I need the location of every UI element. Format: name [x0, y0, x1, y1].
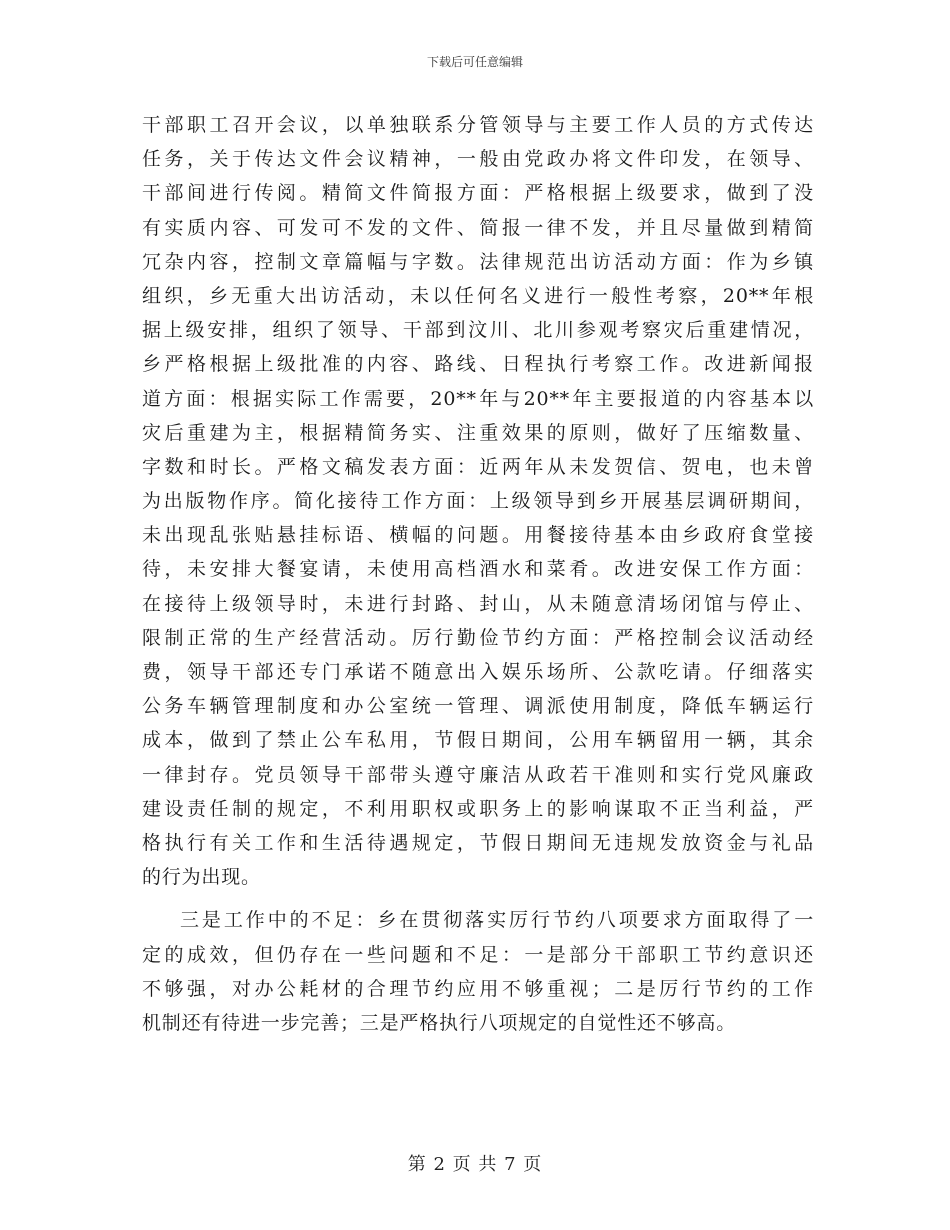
text-line: 为出版物作序。简化接待工作方面：上级领导到乡开展基层调研期间， — [142, 490, 814, 513]
text-line: 干部间进行传阅。精简文件简报方面：严格根据上级要求，做到了没 — [142, 182, 814, 205]
text-line: 建设责任制的规定，不利用职权或职务上的影响谋取不正当利益，严 — [142, 797, 814, 820]
paragraph-2 — [142, 903, 814, 1040]
text-line: 乡严格根据上级批准的内容、路线、日程执行考察工作。改进新闻报 — [142, 353, 814, 376]
text-line: 限制正常的生产经营活动。厉行勤俭节约方面：严格控制会议活动经 — [142, 626, 814, 649]
paragraph-1 — [142, 108, 814, 894]
text-line: 在接待上级领导时，未进行封路、封山，从未随意清场闭馆与停止、 — [142, 592, 814, 615]
text-line: 据上级安排，组织了领导、干部到汶川、北川参观考察灾后重建情况， — [142, 319, 814, 342]
text-line: 待，未安排大餐宴请，未使用高档酒水和菜肴。改进安保工作方面： — [142, 558, 814, 581]
body-text — [142, 108, 814, 1040]
text-line: 一律封存。党员领导干部带头遵守廉洁从政若干准则和实行党风廉政 — [142, 763, 814, 786]
text-line: 干部职工召开会议，以单独联系分管领导与主要工作人员的方式传达 — [142, 114, 814, 136]
page-footer: 第 2 页 共 7 页 — [407, 1154, 543, 1175]
text-line: 灾后重建为主，根据精简务实、注重效果的原则，做好了压缩数量、 — [142, 421, 814, 444]
text-line: 机制还有待进一步完善；三是严格执行八项规定的自觉性还不够高。 — [142, 1011, 737, 1034]
text-line: 未出现乱张贴悬挂标语、横幅的问题。用餐接待基本由乡政府食堂接 — [142, 524, 814, 547]
text-line: 组织，乡无重大出访活动，未以任何名义进行一般性考察，20**年根 — [142, 284, 814, 307]
text-line: 成本，做到了禁止公车私用，节假日期间，公用车辆留用一辆，其余 — [142, 729, 814, 752]
text-line: 费，领导干部还专门承诺不随意出入娱乐场所、公款吃请。仔细落实 — [142, 661, 814, 683]
text-line: 不够强，对办公耗材的合理节约应用不够重视；二是厉行节约的工作 — [142, 977, 814, 1000]
text-line: 道方面：根据实际工作需要，20**年与20**年主要报道的内容基本以 — [142, 387, 814, 410]
text-line: 格执行有关工作和生活待遇规定，节假日期间无违规发放资金与礼品 — [142, 831, 814, 854]
text-line: 的行为出现。 — [142, 866, 261, 889]
text-line: 任务，关于传达文件会议精神，一般由党政办将文件印发，在领导、 — [142, 148, 814, 171]
page-header: 下载后可任意编辑 — [426, 55, 523, 69]
text-line: 三是工作中的不足：乡在贯彻落实厉行节约八项要求方面取得了一 — [180, 909, 814, 932]
text-line: 公务车辆管理制度和办公室统一管理、调派使用制度，降低车辆运行 — [142, 695, 814, 718]
text-line: 有实质内容、可发可不发的文件、简报一律不发，并且尽量做到精简 — [142, 216, 814, 239]
text-line: 冗杂内容，控制文章篇幅与字数。法律规范出访活动方面：作为乡镇 — [142, 250, 814, 273]
text-line: 字数和时长。严格文稿发表方面：近两年从未发贺信、贺电，也未曾 — [142, 455, 814, 478]
text-line: 定的成效，但仍存在一些问题和不足：一是部分干部职工节约意识还 — [142, 943, 814, 966]
